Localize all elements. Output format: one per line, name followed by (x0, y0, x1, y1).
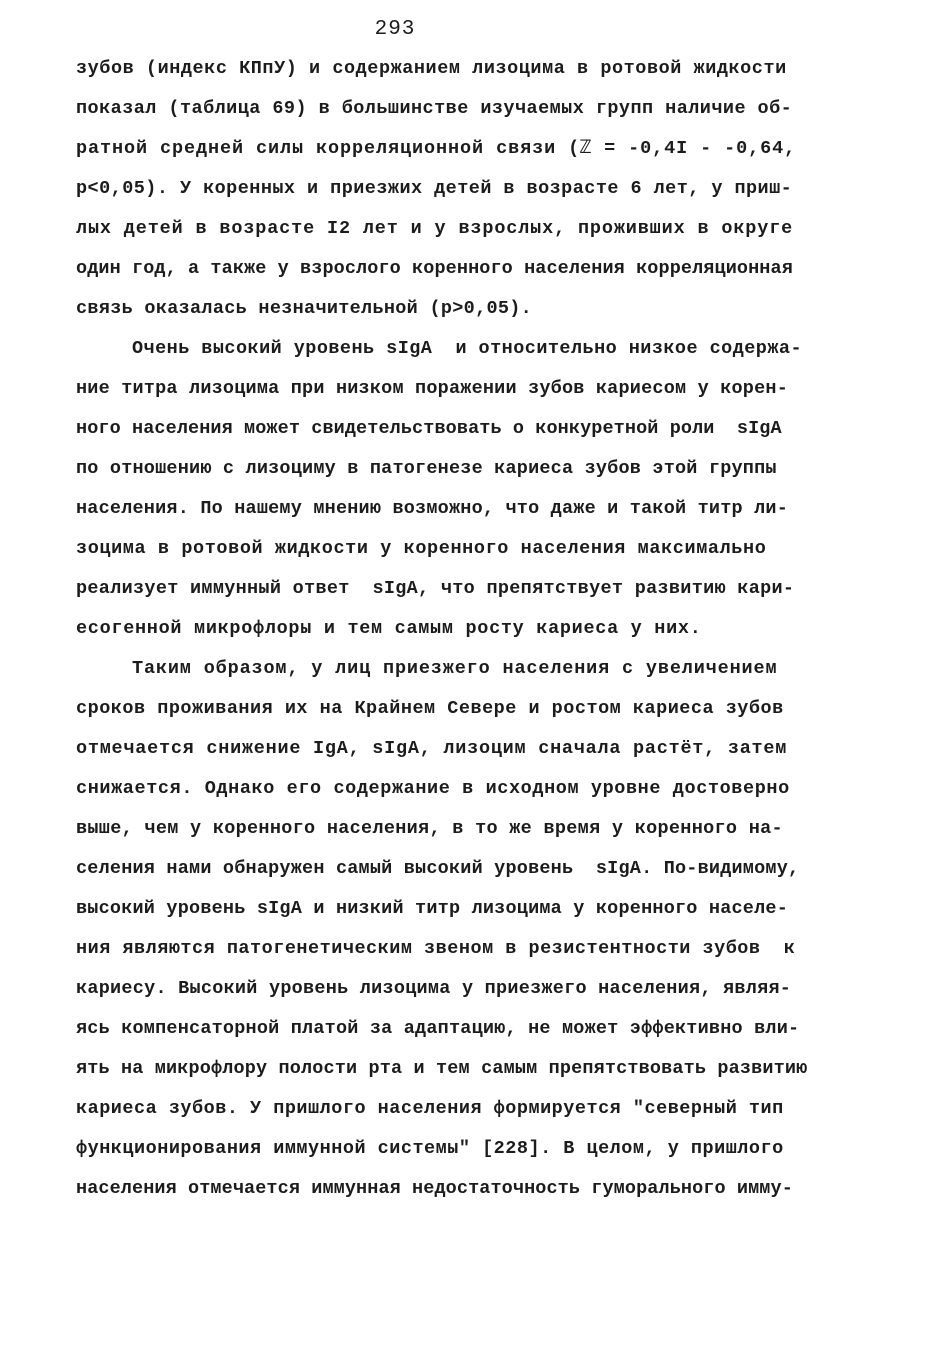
text-line: зоцима в ротовой жидкости у коренного населения максимально (76, 538, 767, 559)
text-line: отмечается снижение IgA, sIgA, лизоцим сначала растёт, затем (76, 738, 788, 759)
text-line: ясь компенсаторной платой за адаптацию, не может эффективно вли- (76, 1018, 800, 1039)
text-line: функционирования иммунной системы" [228]. В целом, у пришлого (76, 1138, 784, 1159)
text-line: один год, а также у взрослого коренного населения корреляционная (76, 258, 793, 279)
text-line: населения отмечается иммунная недостаточность гуморального имму- (76, 1178, 793, 1199)
text-line: кариесу. Высокий уровень лизоцима у приезжего населения, являя- (76, 978, 792, 999)
text-line: сроков проживания их на Крайнем Севере и ростом кариеса зубов (76, 698, 784, 719)
text-line: Очень высокий уровень sIgA и относительно низкое содержа- (132, 338, 803, 359)
text-line: по отношению с лизоциму в патогенезе кариеса зубов этой группы (76, 458, 777, 479)
text-line: p<0,05). У коренных и приезжих детей в возрасте 6 лет, у приш- (76, 178, 793, 199)
text-line: ять на микрофлору полости рта и тем самым препятствовать развитию (76, 1058, 808, 1079)
text-line: ного населения может свидетельствовать о конкуретной роли sIgA (76, 418, 782, 439)
text-line: ратной средней силы корреляционной связи (ℤ = -0,4I - -0,64, (76, 138, 797, 159)
text-line: реализует иммунный ответ sIgA, что препятствует развитию кари- (76, 578, 795, 599)
text-line: селения нами обнаружен самый высокий уровень sIgA. По-видимому, (76, 858, 800, 879)
text-line: Таким образом, у лиц приезжего населения с увеличением (132, 658, 778, 679)
text-line: лых детей в возрасте I2 лет и у взрослых, проживших в округе (76, 218, 794, 239)
text-line: ние титра лизоцима при низком поражении зубов кариесом у корен- (76, 378, 789, 399)
text-line: кариеса зубов. У пришлого населения формируется "северный тип (76, 1098, 784, 1119)
page-number: 293 (374, 18, 416, 41)
text-line: показал (таблица 69) в большинстве изучаемых групп наличие об- (76, 98, 793, 119)
text-line: населения. По нашему мнению возможно, что даже и такой титр ли- (76, 498, 789, 519)
text-line: выше, чем у коренного населения, в то же время у коренного на- (76, 818, 783, 839)
text-line: высокий уровень sIgA и низкий титр лизоцима у коренного населе- (76, 898, 789, 919)
text-line: связь оказалась незначительной (p>0,05). (76, 298, 533, 319)
text-line: зубов (индекс КПпУ) и содержанием лизоцима в ротовой жидкости (76, 58, 787, 79)
text-line: снижается. Однако его содержание в исходном уровне достоверно (76, 778, 790, 799)
text-line: есогенной микрофлоры и тем самым росту кариеса у них. (76, 618, 702, 639)
text-line: ния являются патогенетическим звеном в резистентности зубов к (76, 938, 796, 959)
